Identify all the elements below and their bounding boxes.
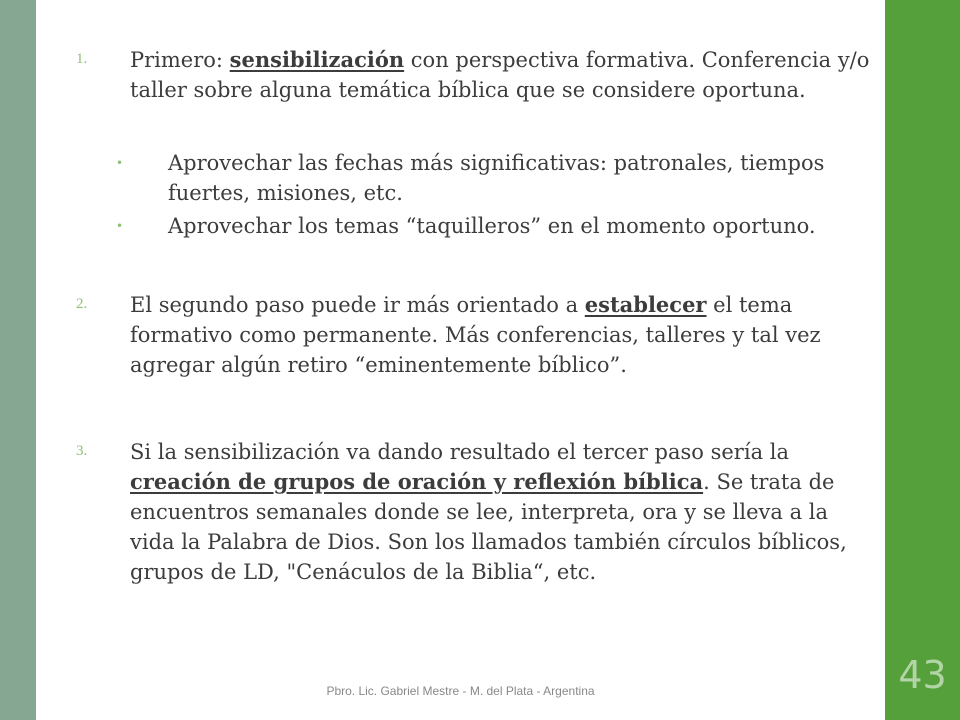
- list-number: 3.: [76, 443, 88, 459]
- footer-text: Pbro. Lic. Gabriel Mestre - M. del Plata - Argentina: [326, 684, 595, 698]
- left-decorative-bar: [0, 0, 36, 720]
- item-text-post: con perspectiva formativa. Conferencia y/o taller sobre alguna temática bíblica que se considere oportuna.: [130, 48, 870, 102]
- item-text-post: el tema formativo como permanente. Más conferencias, talleres y tal vez agregar algún retiro “eminentemente bíblico”.: [130, 293, 821, 377]
- list-number: 2.: [76, 296, 88, 312]
- sub-item-text: Aprovechar los temas “taquilleros” en el momento oportuno.: [168, 214, 816, 238]
- list-number: 1.: [76, 51, 88, 67]
- bullet-icon: •: [116, 219, 124, 233]
- list-item-1: [76, 45, 870, 105]
- right-decorative-bar: [885, 0, 960, 720]
- list-item-3: [76, 437, 870, 587]
- item-keyword: sensibilización: [229, 47, 405, 72]
- item-keyword: creación de grupos de oración y reflexión bíblica: [130, 469, 704, 494]
- slide-number: 43: [898, 653, 947, 697]
- list-item-2: [76, 290, 870, 380]
- sub-item-1: [116, 148, 878, 208]
- item-text-pre: Primero:: [130, 48, 230, 72]
- item-text-pre: Si la sensibilización va dando resultado el tercer paso sería la: [130, 440, 789, 464]
- item-text-post: . Se trata de encuentros semanales donde se lee, interpreta, ora y se lleva a la vida la Palabra de Dios. Son los llamados también círculos bíblicos, grupos de LD, "Cenáculos de la Biblia“, etc.: [130, 470, 847, 584]
- bullet-icon: •: [116, 156, 124, 170]
- sub-item-2: [116, 211, 878, 241]
- sub-item-text: Aprovechar las fechas más significativas: patronales, tiempos fuertes, misiones, etc.: [168, 151, 825, 205]
- item-text-pre: El segundo paso puede ir más orientado a: [130, 293, 585, 317]
- item-keyword: establecer: [584, 292, 707, 317]
